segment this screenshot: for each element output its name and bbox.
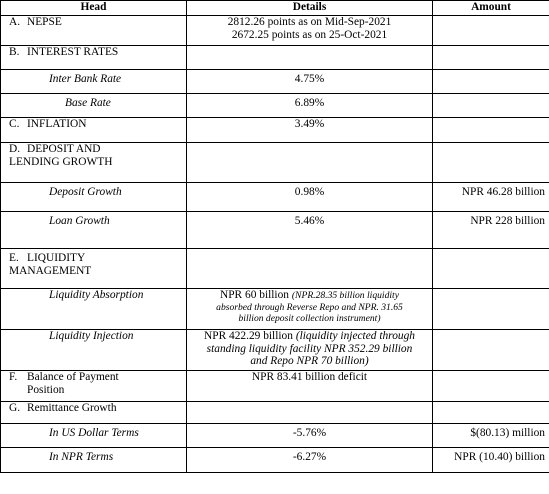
bop-details: NPR 83.41 billion deficit: [187, 371, 433, 402]
liquidity-label-line1: LIQUIDITY: [27, 252, 86, 264]
nepse-head-cell: [1, 16, 187, 46]
npr-terms-label: In NPR Terms: [1, 448, 187, 473]
usd-terms-label: In US Dollar Terms: [1, 424, 187, 448]
interest-letter: B.: [9, 46, 20, 58]
row-inter-bank-rate: [1, 70, 549, 94]
header-amount: Amount: [433, 1, 549, 16]
deposit-lending-amount-cell: [433, 143, 549, 183]
interbank-details: 4.75%: [187, 70, 433, 94]
row-inflation: [1, 118, 549, 143]
absorption-details-cell: [187, 289, 433, 330]
deposit-growth-amount: NPR 46.28 billion: [433, 183, 549, 212]
inflation-letter: C.: [9, 118, 20, 130]
row-deposit-lending: [1, 143, 549, 183]
liquidity-head-cell: [1, 249, 187, 289]
bop-amount: [433, 371, 549, 402]
interest-details-cell: [187, 46, 433, 70]
absorption-details-note-2: absorbed through Reverse Repo and NPR. 31.65: [216, 301, 403, 313]
npr-terms-details: -6.27%: [187, 448, 433, 473]
row-npr-terms: [1, 448, 549, 473]
absorption-details-line1: [191, 289, 428, 302]
liquidity-letter: E.: [9, 252, 19, 264]
liquidity-details-cell: [187, 249, 433, 289]
injection-amount: [433, 330, 549, 371]
nepse-label: NEPSE: [27, 16, 62, 28]
injection-details-line1: [191, 330, 428, 343]
row-interest-rates: [1, 46, 549, 70]
loan-growth-amount: NPR 228 billion: [433, 212, 549, 249]
usd-terms-details: -5.76%: [187, 424, 433, 448]
row-liquidity-injection: [1, 330, 549, 371]
row-liquidity-management: [1, 249, 549, 289]
interest-label: INTEREST RATES: [27, 46, 119, 58]
bop-letter: F.: [9, 371, 18, 383]
injection-details-main: NPR 422.29 billion: [204, 330, 293, 342]
injection-details-note-1: (liquidity injected through: [295, 330, 415, 342]
absorption-details-note-1: (NPR.28.35 billion liquidity: [291, 290, 399, 301]
liquidity-amount-cell: [433, 249, 549, 289]
baserate-label: Base Rate: [1, 94, 187, 118]
row-deposit-growth: [1, 183, 549, 212]
usd-terms-amount: $(80.13) million: [433, 424, 549, 448]
deposit-lending-letter: D.: [9, 143, 21, 155]
deposit-lending-label-line1: DEPOSIT AND: [27, 143, 101, 155]
absorption-details-note-3: billion deposit collection instrument): [238, 313, 381, 324]
header-head: Head: [1, 1, 187, 16]
row-loan-growth: [1, 212, 549, 249]
deposit-growth-label: Deposit Growth: [1, 183, 187, 212]
nepse-details-line1: 2812.26 points as on Mid-Sep-2021: [227, 16, 392, 28]
absorption-details-main: NPR 60 billion: [220, 289, 289, 301]
remittance-label: Remittance Growth: [27, 402, 117, 414]
row-remittance-growth: [1, 402, 549, 424]
row-nepse: [1, 16, 549, 46]
liquidity-label-line2: MANAGEMENT: [9, 264, 92, 277]
interest-amount-cell: [433, 46, 549, 70]
remittance-amount-cell: [433, 402, 549, 424]
nepse-details-line2: 2672.25 points as on 25-Oct-2021: [231, 28, 388, 41]
bop-label-line1: Balance of Payment: [27, 371, 119, 383]
inflation-label: INFLATION: [27, 118, 87, 130]
absorption-amount: [433, 289, 549, 330]
deposit-growth-details: 0.98%: [187, 183, 433, 212]
bop-label-line2: Position: [27, 383, 65, 396]
loan-growth-label: Loan Growth: [1, 212, 187, 249]
row-base-rate: [1, 94, 549, 118]
injection-details-note-2: standing liquidity facility NPR 352.29 billion: [206, 342, 413, 355]
bop-head-cell: [1, 371, 187, 402]
interbank-amount: [433, 70, 549, 94]
inflation-details: 3.49%: [187, 118, 433, 143]
nepse-details-cell: [187, 16, 433, 46]
row-usd-terms: [1, 424, 549, 448]
baserate-details: 6.89%: [187, 94, 433, 118]
inflation-amount: [433, 118, 549, 143]
header-details: Details: [187, 1, 433, 16]
loan-growth-details: 5.46%: [187, 212, 433, 249]
deposit-lending-details-cell: [187, 143, 433, 183]
absorption-label: Liquidity Absorption: [1, 289, 187, 330]
remittance-letter: G.: [9, 402, 21, 414]
npr-terms-amount: NPR (10.40) billion: [433, 448, 549, 473]
remittance-details-cell: [187, 402, 433, 424]
deposit-lending-head-cell: [1, 143, 187, 183]
injection-details-note-3: and Repo NPR 70 billion): [250, 355, 369, 367]
injection-details-cell: [187, 330, 433, 371]
interbank-label: Inter Bank Rate: [1, 70, 187, 94]
header-row: [1, 1, 549, 16]
inflation-head-cell: [1, 118, 187, 143]
deposit-lending-label-line2: LENDING GROWTH: [9, 155, 113, 168]
remittance-head-cell: [1, 402, 187, 424]
row-balance-of-payment: [1, 371, 549, 402]
nepse-letter: A.: [9, 16, 21, 28]
row-liquidity-absorption: [1, 289, 549, 330]
baserate-amount: [433, 94, 549, 118]
interest-head-cell: [1, 46, 187, 70]
nepse-amount-cell: [433, 16, 549, 46]
injection-label: Liquidity Injection: [1, 330, 187, 371]
